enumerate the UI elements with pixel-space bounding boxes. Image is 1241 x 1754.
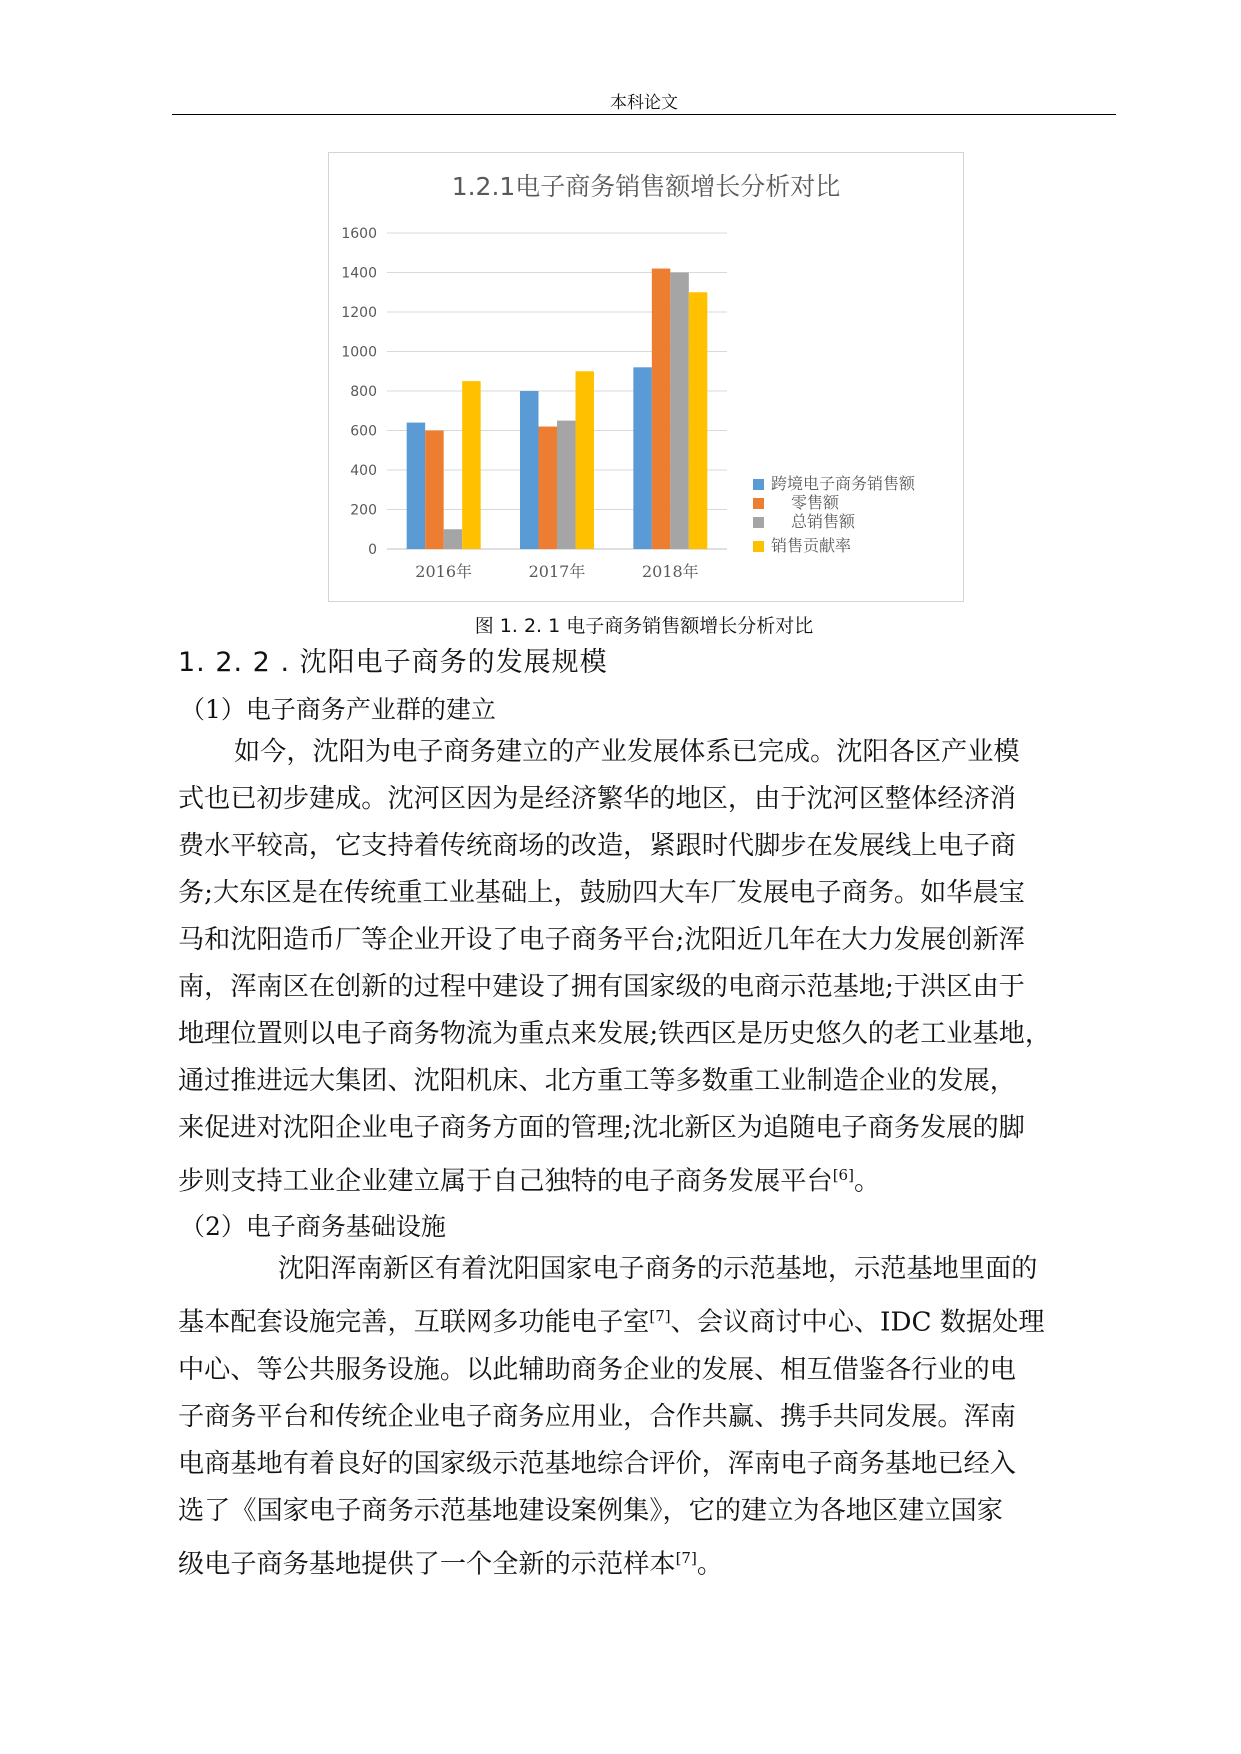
legend-label: 零售额 (791, 493, 840, 512)
x-tick-label: 2018年 (641, 562, 699, 581)
bar (652, 269, 671, 549)
legend-label: 销售贡献率 (771, 536, 852, 555)
bar (425, 431, 444, 550)
chart-svg (329, 153, 963, 601)
para2-line: 选了《国家电子商务示范基地建设案例集》，它的建立为各地区建立国家 (178, 1495, 1003, 1526)
section-heading: 1. 2. 2 . 沈阳电子商务的发展规模 (178, 647, 608, 678)
para1-line: 式也已初步建成。沈河区因为是经济繁华的地区，由于沈河区整体经济消 (178, 784, 1016, 814)
para1-line-last (178, 1152, 1118, 1206)
para2-end: 。 (696, 1549, 723, 1580)
legend-swatch (753, 479, 764, 490)
para1-line: 地理位置则以电子商务物流为重点来发展;铁西区是历史悠久的老工业基地， (178, 1019, 1052, 1049)
subsection-heading-1: （1）电子商务产业群的建立 (180, 695, 496, 724)
x-tick-label: 2016年 (415, 562, 473, 581)
bar (407, 423, 426, 549)
bar (557, 421, 576, 549)
para1-end: 。 (853, 1166, 881, 1197)
para1-line: 来促进对沈阳企业电子商务方面的管理;沈北新区为追随电子商务发展的脚 (178, 1113, 1025, 1143)
para2-line (178, 1293, 1118, 1347)
running-header: 本科论文 (610, 93, 678, 113)
bar (444, 529, 463, 549)
para1-line: 如今，沈阳为电子商务建立的产业发展体系已完成。沈阳各区产业模 (234, 737, 1020, 767)
chart-title: 1.2.1电子商务销售额增长分析对比 (451, 172, 841, 201)
bar (539, 427, 558, 549)
para1-text: 步则支持工业企业建立属于自己独特的电子商务发展平台 (178, 1166, 833, 1197)
y-tick-label: 1200 (341, 305, 377, 321)
para2-text: 级电子商务基地提供了一个全新的示范样本 (178, 1549, 676, 1580)
y-tick-label: 400 (350, 463, 377, 479)
x-tick-label: 2017年 (528, 562, 586, 581)
para1-line: 南，浑南区在创新的过程中建设了拥有国家级的电商示范基地;于洪区由于 (178, 972, 1025, 1002)
para2-line-last (178, 1535, 1118, 1589)
y-tick-label: 1600 (341, 226, 377, 242)
y-tick-label: 1400 (341, 265, 377, 282)
para2-line: 子商务平台和传统企业电子商务应用业，合作共赢、携手共同发展。浑南 (178, 1401, 1016, 1432)
para2-text: 、会议商讨中心、IDC 数据处理 (670, 1307, 1045, 1338)
paragraph-2 (178, 1246, 1118, 1588)
para1-line: 费水平较高，它支持着传统商场的改造，紧跟时代脚步在发展线上电子商 (178, 831, 1016, 861)
bar (462, 381, 481, 549)
bar-chart (328, 152, 964, 602)
legend-label: 总销售额 (791, 512, 856, 531)
legend-swatch (753, 517, 764, 528)
subsection-heading-2: （2）电子商务基础设施 (180, 1212, 446, 1241)
y-tick-label: 0 (368, 542, 377, 558)
para2-text: 基本配套设施完善，互联网多功能电子室 (178, 1307, 650, 1338)
para2-line: 沈阳浑南新区有着沈阳国家电子商务的示范基地，示范基地里面的 (278, 1254, 1038, 1284)
citation-6: [6] (832, 1166, 854, 1184)
figure-caption: 图 1. 2. 1 电子商务销售额增长分析对比 (474, 615, 814, 637)
bar (689, 292, 708, 549)
bar (520, 391, 539, 549)
citation-7: [7] (675, 1548, 697, 1567)
y-tick-label: 800 (350, 384, 377, 400)
paragraph-1 (178, 729, 1118, 1206)
citation-7: [7] (649, 1307, 671, 1325)
para1-line: 马和沈阳造币厂等企业开设了电子商务平台;沈阳近几年在大力发展创新浑 (178, 925, 1025, 955)
y-tick-label: 200 (350, 502, 377, 519)
header-rule (172, 114, 1116, 115)
y-tick-label: 600 (350, 423, 377, 440)
bar (670, 273, 689, 550)
para1-line: 通过推进远大集团、沈阳机床、北方重工等多数重工业制造企业的发展， (178, 1066, 1016, 1096)
legend-label: 跨境电子商务销售额 (771, 474, 916, 493)
legend-swatch (753, 541, 764, 552)
legend-swatch (753, 498, 764, 509)
para2-line: 中心、等公共服务设施。以此辅助商务企业的发展、相互借鉴各行业的电 (178, 1354, 1016, 1385)
para1-line: 务;大东区是在传统重工业基础上，鼓励四大车厂发展电子商务。如华晨宝 (178, 878, 1025, 908)
y-tick-label: 1000 (341, 344, 377, 361)
bar (633, 367, 652, 549)
para2-line: 电商基地有着良好的国家级示范基地综合评价，浑南电子商务基地已经入 (178, 1448, 1016, 1479)
bar (576, 371, 595, 549)
